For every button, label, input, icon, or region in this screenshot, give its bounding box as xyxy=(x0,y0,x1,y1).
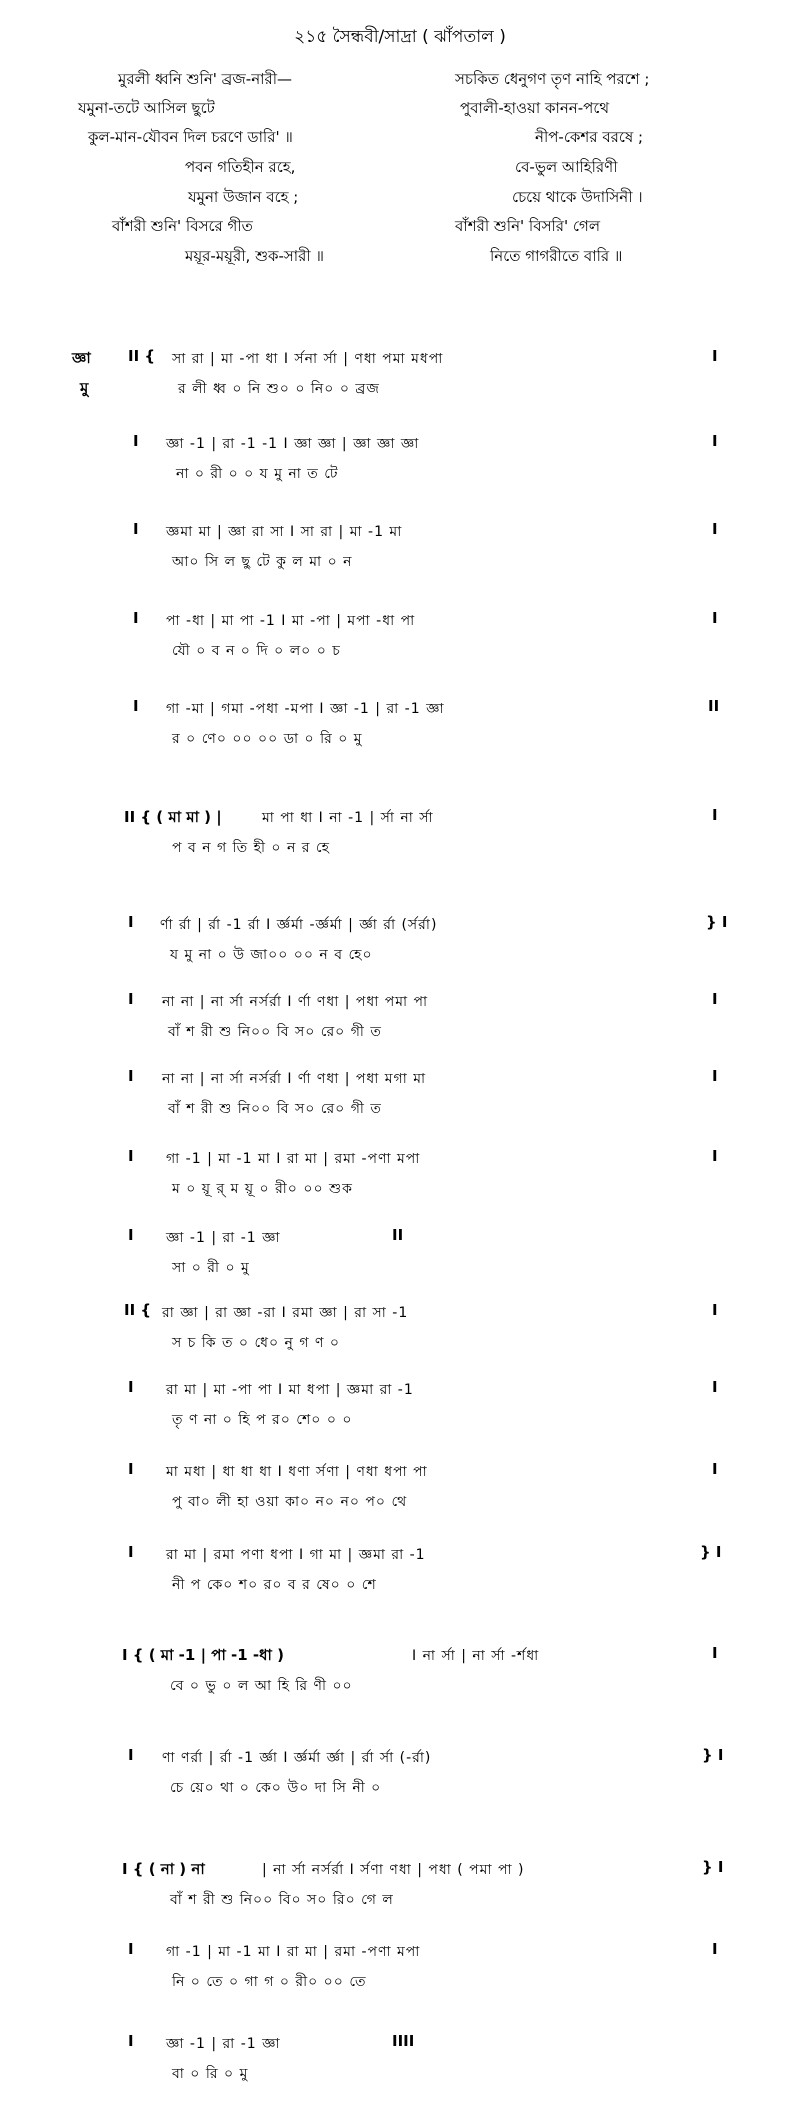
notation-block xyxy=(0,1067,800,1123)
bar-end: I xyxy=(712,609,718,627)
lyric-syllable-row: নি ০ তে ০ গা গ ০ রী০ ০০ তে xyxy=(172,1974,367,1990)
bar-start: I xyxy=(128,1147,134,1165)
lyric-syllable-row: না ০ রী ০ ০ য মু না ত টে xyxy=(176,466,339,482)
lyric-syllable-row: আ০ সি ল ছু টে কু ল মা ০ ন xyxy=(172,554,353,570)
lyric-line: যমুনা-তটে আসিল ছুটে xyxy=(78,99,215,117)
lead-note: জ্ঞা xyxy=(72,349,91,367)
lyric-syllable-row: র ০ ণে০ ০০ ০০ ডা ০ রি ০ মু xyxy=(172,731,363,747)
lyric-line: যমুনা উজান বহে ; xyxy=(188,188,299,206)
notation-block xyxy=(0,990,800,1046)
notation-row: না না | না র্সা নর্সর্রা I র্ণা ণধা | পধা পমা পা xyxy=(162,994,429,1010)
notation-row: জ্ঞা -1 | রা -1 জ্ঞা xyxy=(166,2036,281,2052)
notation-row: র্ণা র্রা | র্রা -1 র্রা I র্জ্ঞর্মা -র্জ্ঞর্মা | র্জ্ঞা র্রা (র্সর্রা) xyxy=(160,917,438,933)
bar-start: I xyxy=(128,1378,134,1396)
lyric-line: বাঁশরী শুনি' বিসরি' গেল xyxy=(455,217,601,235)
lyric-line: কুল-মান-যৌবন দিল চরণে ডারি' ॥ xyxy=(88,128,293,146)
bar-start: I xyxy=(128,913,134,931)
bar-start: I xyxy=(133,609,139,627)
bar-start: I xyxy=(128,990,134,1008)
notation-block xyxy=(0,1858,800,1914)
lyric-line: চেয়ে থাকে উদাসিনী । xyxy=(512,188,643,206)
notation-row: গা -1 | মা -1 মা I রা মা | রমা -পণা মপা xyxy=(166,1151,421,1167)
notation-block xyxy=(0,697,800,753)
notation-block xyxy=(0,806,800,862)
bar-end: II xyxy=(708,697,720,715)
bar-start: I xyxy=(128,2032,134,2050)
notation-row: মা মধা | ধা ধা ধা I ধণা র্সণা | ণধা ধপা পা xyxy=(166,1464,428,1480)
bar-start: I xyxy=(128,1746,134,1764)
lyric-syllable-row: স চ কি ত ০ ধে০ নু গ ণ ০ xyxy=(172,1335,340,1351)
bar-end: } I xyxy=(706,913,728,931)
bar-start: I xyxy=(133,432,139,450)
lyric-syllable-row: চে য়ে০ থা ০ কে০ উ০ দা সি নী ০ xyxy=(170,1780,382,1796)
notation-block xyxy=(0,1226,800,1282)
lyric-line: নীপ-কেশর বরষে ; xyxy=(535,128,644,146)
bar-start: I xyxy=(128,1543,134,1561)
bar-end: I xyxy=(712,520,718,538)
notation-block xyxy=(0,1147,800,1203)
lyric-line: মুরলী ধ্বনি শুনি' ব্রজ-নারী— xyxy=(118,70,293,88)
bar-start: I { ( না ) না xyxy=(122,1860,205,1878)
bar-end: I xyxy=(712,432,718,450)
notation-block xyxy=(0,1746,800,1802)
lyric-syllable-row: যৌ ০ ব ন ০ দি ০ ল০ ০ চ xyxy=(172,643,341,659)
page-title: ২১৫ সৈন্ধবী/সাদ্রা ( ঝাঁপতাল ) xyxy=(294,27,506,47)
notation-row: গা -1 | মা -1 মা I রা মা | রমা -পণা মপা xyxy=(166,1944,421,1960)
bar-end: I xyxy=(712,347,718,365)
notation-row: সা রা | মা -পা ধা I র্সনা র্সা | ণধা পমা মধপা xyxy=(172,351,444,367)
notation-row: রা মা | রমা পণা ধপা I গা মা | জ্ঞমা রা -1 xyxy=(166,1547,426,1563)
notation-block xyxy=(0,1644,800,1700)
bar-end: I xyxy=(712,1301,718,1319)
lyric-syllable-row: বাঁ শ রী শু নি০০ বি স০ রে০ গী ত xyxy=(168,1024,382,1040)
notation-row: গা -মা | গমা -পধা -মপা I জ্ঞা -1 | রা -1 জ্ঞা xyxy=(166,701,445,717)
lyric-line: বে-ভুল আহিরিণী xyxy=(515,158,618,176)
notation-block xyxy=(0,1460,800,1516)
bar-end: } I xyxy=(700,1543,722,1561)
notation-block xyxy=(0,1301,800,1357)
notation-block xyxy=(0,347,800,403)
bar-end: I xyxy=(712,1147,718,1165)
lyric-line: পুবালী-হাওয়া কানন-পথে xyxy=(460,99,610,117)
lyric-syllable-row: বাঁ শ রী শু নি০০ বি০ স০ রি০ গে ল xyxy=(170,1892,394,1908)
bar-end: } I xyxy=(702,1746,724,1764)
lyric-syllable-row: নী প কে০ শ০ র০ ব র ষে০ ০ শে xyxy=(172,1577,377,1593)
bar-start: I xyxy=(128,1226,134,1244)
lyric-syllable-row: সা ০ রী ০ মু xyxy=(172,1260,250,1276)
notation-block xyxy=(0,432,800,488)
bar-end: I xyxy=(712,1067,718,1085)
bar-end: I xyxy=(712,1460,718,1478)
lyric-syllable-row: পু বা০ লী হা ওয়া কা০ ন০ ন০ প০ থে xyxy=(172,1494,408,1510)
bar-start: II { xyxy=(128,347,156,365)
lyric-syllable-row: প ব ন গ তি হী ০ ন র হে xyxy=(172,840,330,856)
bar-end: I xyxy=(712,990,718,1008)
lyric-line: বাঁশরী শুনি' বিসরে গীত xyxy=(112,217,253,235)
lyric-line: নিতে গাগরীতে বারি ॥ xyxy=(490,247,623,265)
bar-start: I xyxy=(128,1460,134,1478)
notation-block xyxy=(0,1543,800,1599)
bar-start: I xyxy=(128,1940,134,1958)
bar-end: I xyxy=(712,1378,718,1396)
lyric-line: ময়ূর-ময়ূরী, শুক-সারী ॥ xyxy=(185,247,324,265)
notation-block xyxy=(0,609,800,665)
bar-end: II xyxy=(392,1226,404,1244)
notation-row: পা -ধা | মা পা -1 I মা -পা | মপা -ধা পা xyxy=(166,613,416,629)
notation-row: জ্ঞা -1 | রা -1 জ্ঞা xyxy=(166,1230,281,1246)
notation-row: জ্ঞমা মা | জ্ঞা রা সা I সা রা | মা -1 মা xyxy=(166,524,403,540)
notation-row: রা জ্ঞা | রা জ্ঞা -রা I রমা জ্ঞা | রা সা -1 xyxy=(162,1305,409,1321)
lyric-line: সচকিত ধেনুগণ তৃণ নাহি পরশে ; xyxy=(455,70,650,88)
lyric-syllable-row: বাঁ শ রী শু নি০০ বি স০ রে০ গী ত xyxy=(168,1101,382,1117)
lyric-syllable-row: ম ০ য়ূ র্ ম য়ূ ০ রী০ ০০ শুক xyxy=(172,1181,353,1197)
notation-block xyxy=(0,520,800,576)
lyric-syllable-row: বে ০ ভু ০ ল আ হি রি ণী ০০ xyxy=(170,1678,353,1694)
bar-end: I xyxy=(712,1644,718,1662)
lyric-line: পবন গতিহীন রহে, xyxy=(185,158,296,176)
bar-end: I xyxy=(712,806,718,824)
lyric-syllable-row: য মু না ০ উ জা০০ ০০ ন ব হে০ xyxy=(170,947,373,963)
notation-block xyxy=(0,2032,800,2088)
notation-row: মা পা ধা I না -1 | র্সা না র্সা xyxy=(262,810,434,826)
notation-row: না না | না র্সা নর্সর্রা I র্ণা ণধা | পধা মগা মা xyxy=(162,1071,427,1087)
notation-row: | না র্সা নর্সর্রা I র্সণা ণধা | পধা ( পমা পা ) xyxy=(262,1862,525,1878)
notation-block xyxy=(0,1940,800,1996)
bar-start: II { xyxy=(124,1301,152,1319)
bar-start: I xyxy=(133,520,139,538)
bar-end: I xyxy=(712,1940,718,1958)
notation-row: I না র্সা | না র্সা -র্শধা xyxy=(412,1648,540,1664)
notation-row: রা মা | মা -পা পা I মা ধপা | জ্ঞমা রা -1 xyxy=(166,1382,414,1398)
notation-block xyxy=(0,1378,800,1434)
lyric-syllable-row: বা ০ রি ০ মু xyxy=(172,2066,249,2082)
bar-start: I xyxy=(128,1067,134,1085)
bar-end: } I xyxy=(702,1858,724,1876)
bar-start: I { ( মা -1 | পা -1 -ধা ) xyxy=(122,1646,284,1664)
lyric-syllable-row: র লী ধ্ব ০ নি শু০ ০ নি০ ০ ব্রজ xyxy=(178,381,380,397)
lead-text: মু xyxy=(80,379,89,397)
notation-row: ণা ণর্রা | র্রা -1 র্জ্ঞা I র্জ্ঞর্মা র্জ্ঞা | র্রা র্সা (-র্রা) xyxy=(162,1750,432,1766)
bar-end: IIII xyxy=(392,2032,415,2050)
lyric-syllable-row: তৃ ণ না ০ হি প র০ শে০ ০ ০ xyxy=(172,1412,353,1428)
bar-start: I xyxy=(133,697,139,715)
notation-row: জ্ঞা -1 | রা -1 -1 I জ্ঞা জ্ঞা | জ্ঞা জ্ঞা জ্ঞা xyxy=(166,436,420,452)
notation-block xyxy=(0,913,800,969)
bar-start: II { ( মা মা ) | xyxy=(124,808,222,826)
